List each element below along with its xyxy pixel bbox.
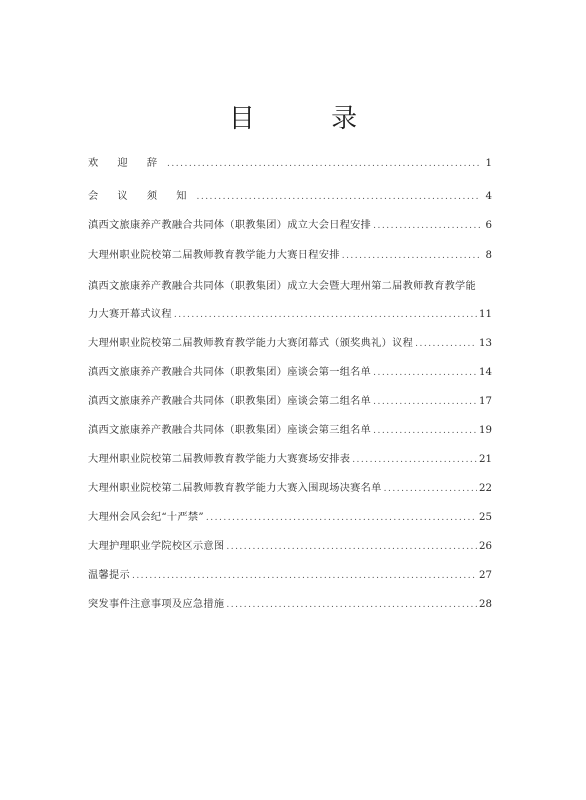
toc-entry[interactable] [88, 567, 492, 585]
toc-entry-page: 25 [479, 512, 492, 523]
toc-entry-page: 13 [479, 338, 492, 349]
toc-entry-label: 会 议 须 知 [88, 191, 195, 202]
toc-entry-page: 14 [479, 367, 492, 378]
toc-entry[interactable] [88, 509, 492, 527]
toc-entry[interactable] [88, 422, 492, 440]
toc-entry-page: 28 [479, 599, 492, 610]
toc-entry-page: 21 [479, 454, 492, 465]
toc-entry[interactable] [88, 596, 492, 614]
toc-entry[interactable] [88, 188, 492, 206]
toc-entry[interactable] [88, 335, 492, 353]
toc-entry-label: 突发事件注意事项及应急措施 [88, 599, 225, 610]
toc-entry-page: 27 [479, 570, 492, 581]
toc-entry[interactable] [88, 278, 492, 296]
toc-entry-page: 1 [485, 158, 492, 169]
page-title: 目 录 [228, 104, 392, 134]
toc-entry[interactable] [88, 155, 492, 173]
toc-entry-label: 大理州职业院校第二届教师教育教学能力大赛入围现场决赛名单 [88, 483, 382, 494]
toc-entry-label: 大理州职业院校第二届教师教育教学能力大赛日程安排 [88, 250, 340, 261]
toc-entry-label: 温馨提示 [88, 570, 130, 581]
toc-dot-leader [373, 364, 477, 382]
toc-entry-label: 大理护理职业学院校区示意图 [88, 541, 225, 552]
toc-entry[interactable] [88, 451, 492, 469]
toc-entry-page: 6 [485, 220, 492, 231]
toc-entry-label: 滇西文旅康养产教融合共同体（职教集团）座谈会第二组名单 [88, 396, 372, 407]
toc-dot-leader [174, 306, 477, 324]
toc-entry-label: 大理州职业院校第二届教师教育教学能力大赛赛场安排表 [88, 454, 351, 465]
toc-entry-page: 19 [479, 425, 492, 436]
toc-entry-page: 17 [479, 396, 492, 407]
toc-entry-label: 滇西文旅康养产教融合共同体（职教集团）成立大会日程安排 [88, 220, 372, 231]
toc-entry-page: 8 [485, 250, 492, 261]
toc-dot-leader [226, 596, 477, 614]
toc-entry-page: 11 [479, 309, 492, 320]
toc-dot-leader [132, 567, 477, 585]
toc-dot-leader [373, 393, 477, 411]
toc-dot-leader [373, 217, 480, 235]
toc-dot-leader [373, 422, 477, 440]
toc-dot-leader [167, 155, 480, 173]
toc-dot-leader [206, 509, 477, 527]
toc-dot-leader [415, 335, 477, 353]
toc-dot-leader [196, 188, 480, 206]
toc-entry-label: 大理州职业院校第二届教师教育教学能力大赛闭幕式（颁奖典礼）议程 [88, 338, 414, 349]
toc-entry[interactable] [88, 538, 492, 556]
toc-dot-leader [352, 451, 477, 469]
toc-dot-leader [384, 480, 477, 498]
toc-entry-label: 滇西文旅康养产教融合共同体（职教集团）成立大会暨大理州第二届教师教育教学能 [88, 281, 477, 292]
toc-entry-label: 大理州会风会纪“十严禁” [88, 512, 204, 523]
toc-entry-page: 4 [485, 191, 492, 202]
toc-entry-page: 22 [479, 483, 492, 494]
toc-entry[interactable] [88, 306, 492, 324]
toc-entry[interactable] [88, 393, 492, 411]
toc-entry[interactable] [88, 247, 492, 265]
toc-entry-label: 滇西文旅康养产教融合共同体（职教集团）座谈会第一组名单 [88, 367, 372, 378]
toc-entry-label: 欢 迎 辞 [88, 158, 166, 169]
toc-entry[interactable] [88, 364, 492, 382]
toc-entry-label: 力大赛开幕式议程 [88, 309, 172, 320]
toc-entry-page: 26 [479, 541, 492, 552]
toc-entry-label: 滇西文旅康养产教融合共同体（职教集团）座谈会第三组名单 [88, 425, 372, 436]
toc-dot-leader [342, 247, 480, 265]
toc-dot-leader [226, 538, 477, 556]
toc-entry[interactable] [88, 217, 492, 235]
toc-entry[interactable] [88, 480, 492, 498]
